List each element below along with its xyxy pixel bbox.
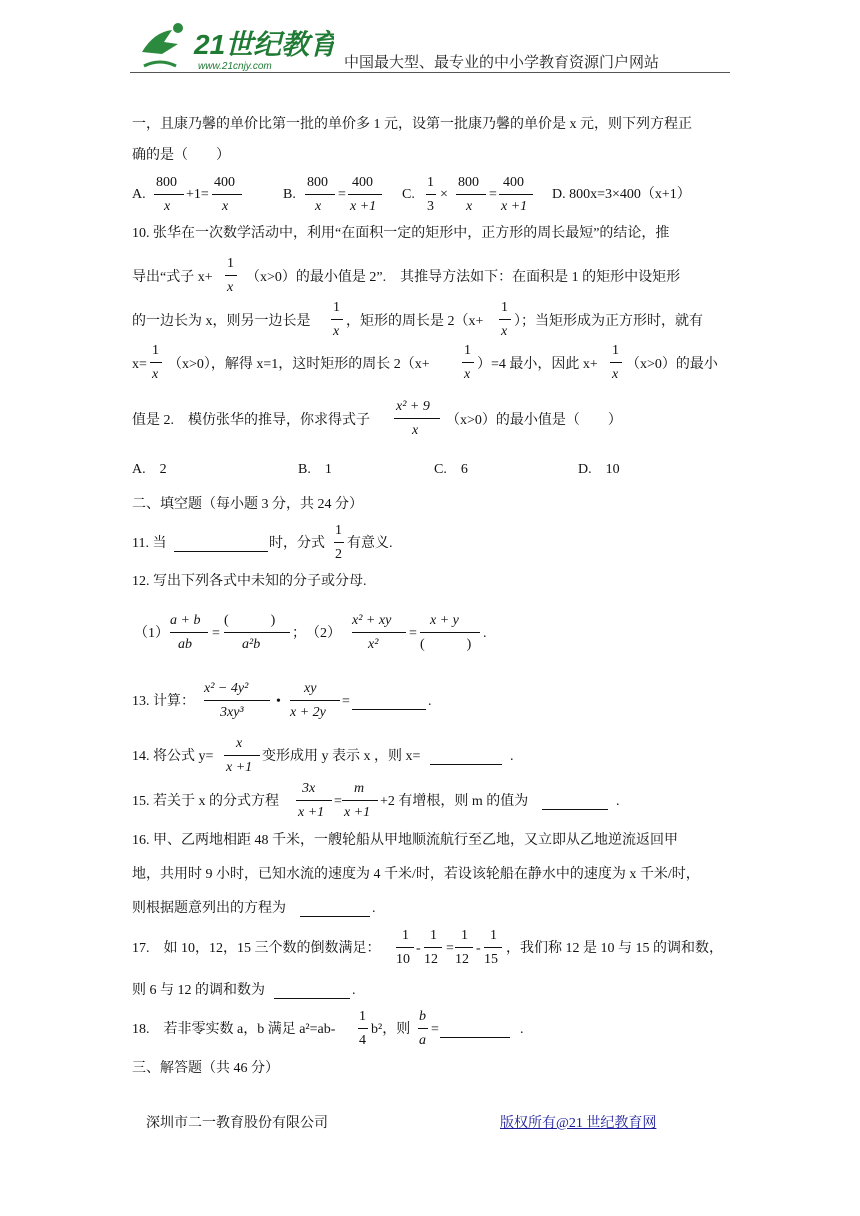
denominator: x <box>227 280 234 295</box>
numerator: 1 <box>461 928 468 943</box>
q10-option-b: B. 1 <box>298 462 332 477</box>
q9-c-eq: = <box>489 187 497 202</box>
q11-prefix: 11. 当 <box>132 536 167 551</box>
q12-p2-eq: = <box>409 626 417 641</box>
q10-option-a: A. 2 <box>132 462 167 477</box>
denominator: x +1 <box>344 805 371 820</box>
q18-middle: b²，则 <box>371 1022 411 1037</box>
q17-end: . <box>352 983 356 998</box>
denominator: 3xy³ <box>220 705 244 720</box>
q14-end: . <box>510 749 514 764</box>
numerator: 1 <box>333 300 340 315</box>
denominator: x <box>164 199 171 214</box>
q17-minus2: - <box>476 941 481 956</box>
q18-answer-blank[interactable] <box>440 1022 510 1038</box>
q10-option-c: C. 6 <box>434 462 468 477</box>
q18-end: . <box>520 1022 524 1037</box>
q13-answer-blank[interactable] <box>352 694 426 710</box>
denominator: x <box>222 199 229 214</box>
logo-url: www.21cnjy.com <box>198 61 272 72</box>
q9-line1: 一，且康乃馨的单价比第一批的单价多 1 元，设第一批康乃馨的单价是 x 元，则下列方程正 <box>132 117 692 132</box>
denominator: 15 <box>484 952 498 967</box>
q12-title: 12. 写出下列各式中未知的分子或分母. <box>132 574 367 589</box>
numerator: 800 <box>307 175 328 190</box>
denominator: 12 <box>455 952 469 967</box>
denominator: x <box>412 423 419 438</box>
numerator: 3x <box>302 781 316 796</box>
denominator: x <box>152 367 159 382</box>
numerator: 1 <box>359 1009 366 1024</box>
q14-prefix: 14. 将公式 y= <box>132 749 214 764</box>
numerator: 400 <box>214 175 235 190</box>
numerator: 1 <box>430 928 437 943</box>
q11-middle: 时，分式 <box>269 536 325 551</box>
numerator: 1 <box>490 928 497 943</box>
q15-prefix: 15. 若关于 x 的分式方程 <box>132 794 279 809</box>
q15-answer-blank[interactable] <box>542 794 608 810</box>
q16-line1: 16. 甲、乙两地相距 48 千米，一艘轮船从甲地顺流航行至乙地，又立即从乙地逆流返回甲 <box>132 833 678 848</box>
q10-line4d: （x>0）的最小 <box>626 357 718 372</box>
numerator: 1 <box>612 343 619 358</box>
site-tagline: 中国最大型、最专业的中小学教育资源门户网站 <box>344 54 660 71</box>
denominator: x +1 <box>501 199 528 214</box>
denominator: 3 <box>427 199 434 214</box>
numerator: x <box>236 736 243 751</box>
q9-line2: 确的是（ ） <box>132 148 230 163</box>
header-divider <box>130 72 730 73</box>
q9-c-times: × <box>440 187 448 202</box>
q10-line3a: 的一边长为 x，则另一边长是 <box>132 314 311 329</box>
q16-end: . <box>372 901 376 916</box>
numerator: a + b <box>170 613 201 628</box>
q10-line3c: ）；当矩形成为正方形时，就有 <box>514 314 703 329</box>
denominator: x <box>333 324 340 339</box>
denominator: x <box>466 199 473 214</box>
numerator: 400 <box>352 175 373 190</box>
q9-option-c-label: C. <box>402 187 415 202</box>
q14-middle: 变形成用 y 表示 x ，则 x= <box>262 749 421 764</box>
numerator: 1 <box>402 928 409 943</box>
q9-option-b-label: B. <box>283 187 296 202</box>
denominator: a <box>419 1033 426 1048</box>
q13-prefix: 13. 计算： <box>132 694 195 709</box>
numerator: 400 <box>503 175 524 190</box>
q17-minus1: - <box>416 941 421 956</box>
numerator: 1 <box>335 523 342 538</box>
numerator: x² + 9 <box>396 399 430 414</box>
denominator: ab <box>178 637 192 652</box>
q9-option-a-label: A. <box>132 187 146 202</box>
denominator: 2 <box>335 547 342 562</box>
q12-end: . <box>483 626 487 641</box>
q16-line2: 地，共用时 9 小时，已知水流的速度为 4 千米/时，若设该轮船在静水中的速度为 x 千米/时， <box>132 867 700 882</box>
logo-text: 21世纪教育 <box>194 29 334 60</box>
q13-end: . <box>428 694 432 709</box>
q9-option-d: D. 800x=3×400（x+1） <box>552 187 691 202</box>
denominator: x <box>501 324 508 339</box>
q15-eq: = <box>334 794 342 809</box>
denominator: x +1 <box>226 760 253 775</box>
q9-a-plus: +1= <box>186 187 209 202</box>
numerator: x² + xy <box>352 613 392 628</box>
q17-answer-blank[interactable] <box>274 983 350 999</box>
q15-end: . <box>616 794 620 809</box>
numerator-blank: ( ) <box>224 613 276 628</box>
q11-answer-blank[interactable] <box>174 536 268 552</box>
q17-line2: 则 6 与 12 的调和数为 <box>132 983 265 998</box>
section-3-heading: 三、解答题（共 46 分） <box>132 1061 279 1076</box>
q18-eq: = <box>431 1022 439 1037</box>
denominator-blank: ( ) <box>420 637 472 652</box>
q15-middle: +2 有增根，则 m 的值为 <box>380 794 529 809</box>
site-logo <box>134 22 334 74</box>
footer-copyright-link[interactable]: 版权所有@21 世纪教育网 <box>500 1116 657 1131</box>
denominator: a²b <box>242 637 261 652</box>
q14-answer-blank[interactable] <box>430 749 502 765</box>
q12-p1-eq: = <box>212 626 220 641</box>
numerator: m <box>354 781 365 796</box>
denominator: x +1 <box>350 199 377 214</box>
denominator: 12 <box>424 952 438 967</box>
numerator: 1 <box>227 256 234 271</box>
q12-separator: ； （2） <box>292 626 341 641</box>
q10-line2a: 导出“式子 x+ <box>132 270 213 285</box>
numerator: x + y <box>430 613 459 628</box>
q10-line4c: ）=4 最小，因此 x+ <box>477 357 598 372</box>
q18-prefix: 18. 若非零实数 a，b 满足 a²=ab- <box>132 1022 336 1037</box>
q9-b-eq: = <box>338 187 346 202</box>
numerator: 1 <box>501 300 508 315</box>
denominator: x² <box>368 637 379 652</box>
q10-line5b: （x>0）的最小值是（ ） <box>446 413 622 428</box>
denominator: x <box>315 199 322 214</box>
q17-prefix: 17. 如 10，12，15 三个数的倒数满足： <box>132 941 381 956</box>
numerator: 800 <box>458 175 479 190</box>
numerator: 1 <box>152 343 159 358</box>
q10-option-d: D. 10 <box>578 462 620 477</box>
q13-eq: = <box>342 694 350 709</box>
numerator: 1 <box>464 343 471 358</box>
q10-line4a: x= <box>132 357 147 372</box>
denominator: 10 <box>396 952 410 967</box>
q17-eq: = <box>446 941 454 956</box>
q10-line4b: （x>0），解得 x=1，这时矩形的周长 2（x+ <box>168 357 430 372</box>
q16-line3: 则根据题意列出的方程为 <box>132 901 286 916</box>
q10-line2b: （x>0）的最小值是 2”. 其推导方法如下：在面积是 1 的矩形中设矩形 <box>246 270 681 285</box>
q16-answer-blank[interactable] <box>300 901 370 917</box>
numerator: x² − 4y² <box>204 681 249 696</box>
numerator: b <box>419 1009 426 1024</box>
footer-company: 深圳市二一教育股份有限公司 <box>146 1116 328 1131</box>
q13-dot: • <box>276 694 281 709</box>
q10-line1: 10. 张华在一次数学活动中，利用“在面积一定的矩形中，正方形的周长最短”的结论，推 <box>132 226 670 241</box>
denominator: x <box>464 367 471 382</box>
denominator: 4 <box>359 1033 366 1048</box>
runner-logo-icon <box>134 22 334 74</box>
denominator: x +1 <box>298 805 325 820</box>
q11-suffix: 有意义. <box>347 536 393 551</box>
q10-line5a: 值是 2. 模仿张华的推导，你求得式子 <box>132 413 370 428</box>
denominator: x + 2y <box>290 705 326 720</box>
q17-suffix: ，我们称 12 是 10 与 15 的调和数， <box>506 941 723 956</box>
numerator: 800 <box>156 175 177 190</box>
numerator: xy <box>304 681 317 696</box>
q12-part1-label: （1） <box>134 626 169 641</box>
section-2-heading: 二、填空题（每小题 3 分，共 24 分） <box>132 497 363 512</box>
denominator: x <box>612 367 619 382</box>
numerator: 1 <box>427 175 434 190</box>
q10-line3b: ，矩形的周长是 2（x+ <box>346 314 484 329</box>
